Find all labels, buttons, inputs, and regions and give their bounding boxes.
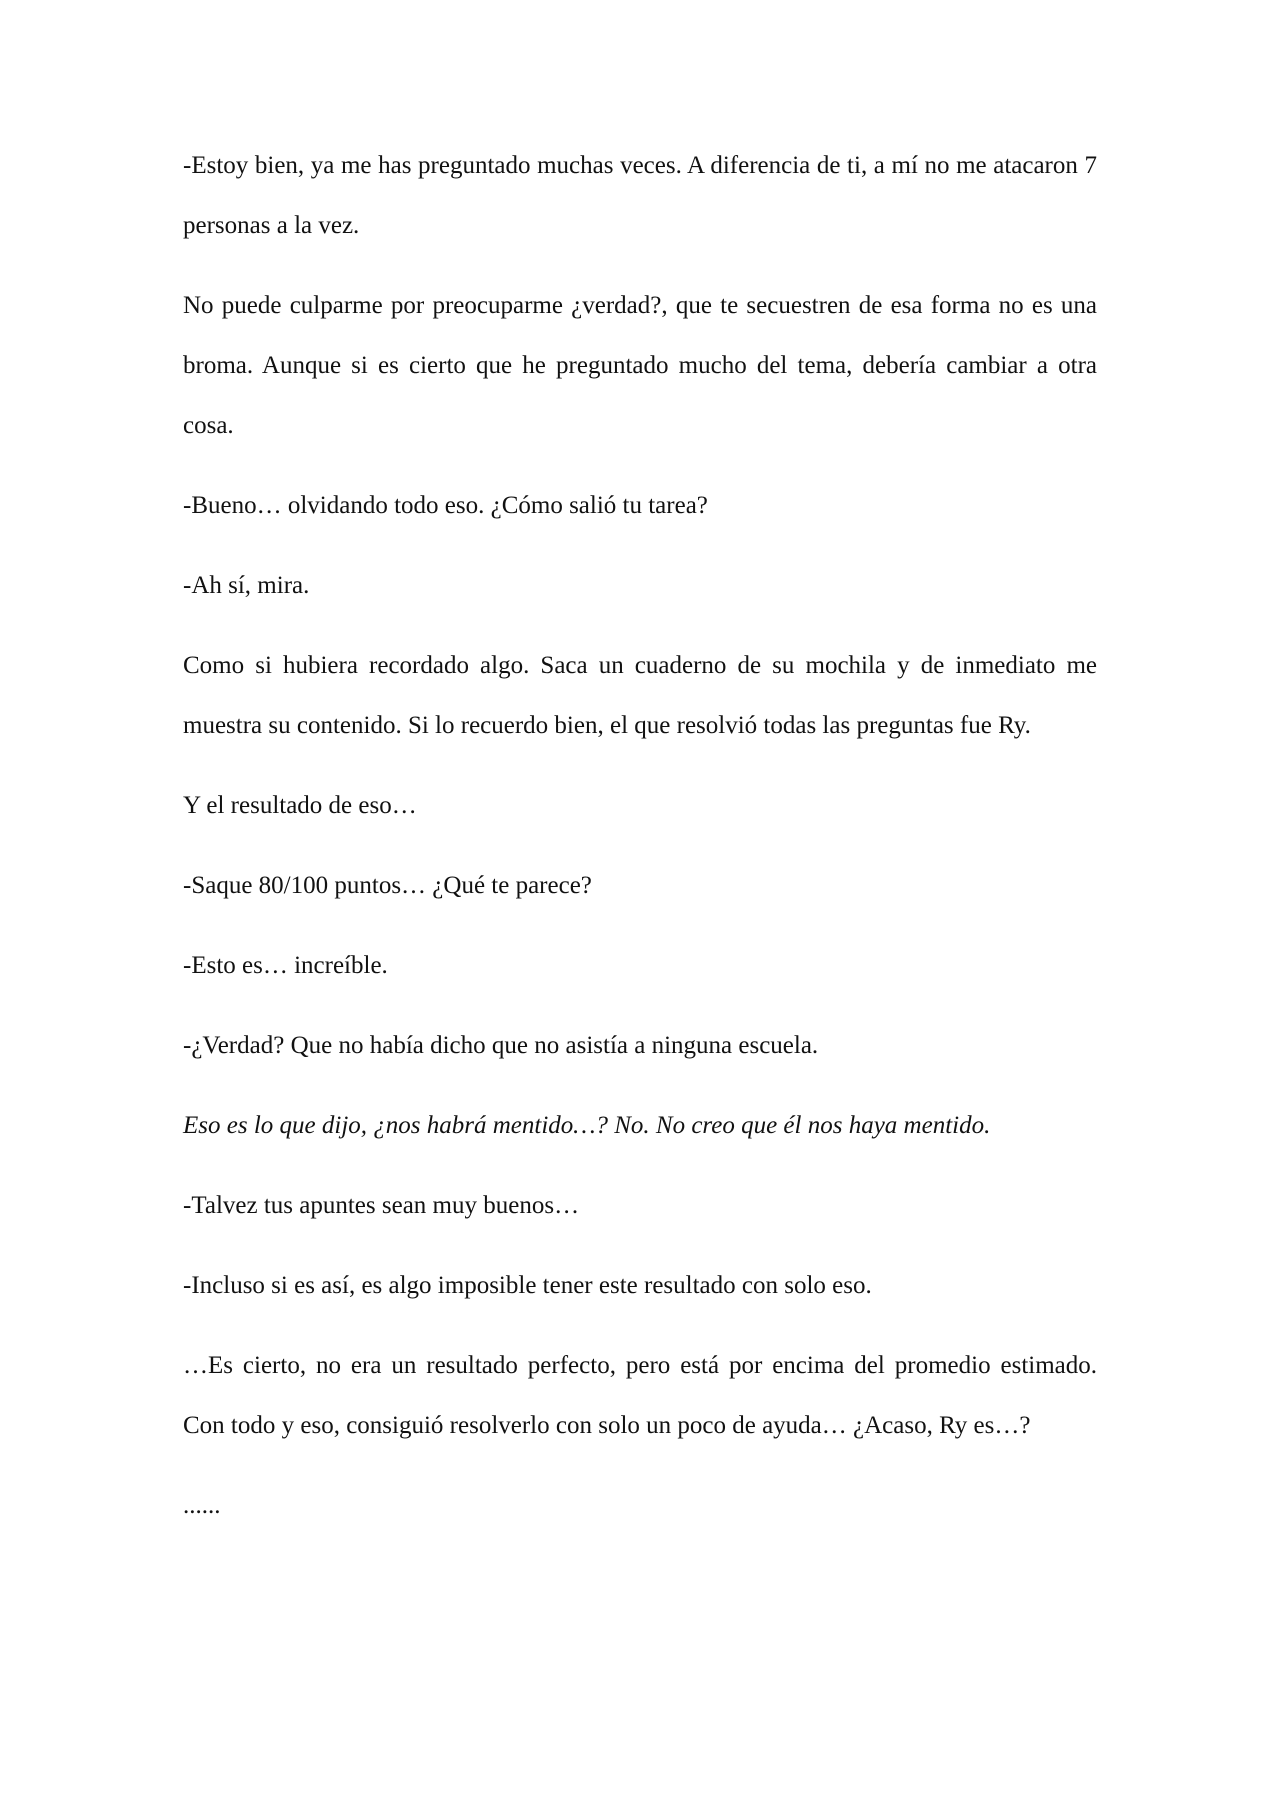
paragraph: -Talvez tus apuntes sean muy buenos… — [183, 1192, 580, 1219]
paragraph: -¿Verdad? Que no había dicho que no asistía a ninguna escuela. — [183, 1032, 819, 1059]
paragraph: No puede culparme por preocuparme ¿verdad?, que te secuestren de esa forma no es una broma. Aunque si es cierto que he preguntado mucho del tema, debería cambiar a otra cosa. — [183, 292, 1097, 439]
paragraph: …Es cierto, no era un resultado perfecto, pero está por encima del promedio estimado. Con todo y eso, consiguió resolverlo con solo un poco de ayuda… ¿Acaso, Ry es…? — [183, 1352, 1097, 1439]
paragraph: Y el resultado de eso… — [183, 792, 417, 819]
paragraph: Como si hubiera recordado algo. Saca un cuaderno de su mochila y de inmediato me muestra su contenido. Si lo recuerdo bien, el que resolvió todas las preguntas fue Ry. — [183, 652, 1097, 739]
paragraph-ellipsis: ...... — [183, 1492, 221, 1519]
paragraph: -Esto es… increíble. — [183, 952, 388, 979]
paragraph: -Incluso si es así, es algo imposible tener este resultado con solo eso. — [183, 1272, 872, 1299]
paragraph: -Ah sí, mira. — [183, 572, 310, 599]
paragraph: -Bueno… olvidando todo eso. ¿Cómo salió tu tarea? — [183, 492, 708, 519]
paragraph-italic-thought: Eso es lo que dijo, ¿nos habrá mentido…? No. No creo que él nos haya mentido. — [183, 1112, 991, 1139]
paragraph: -Saque 80/100 puntos… ¿Qué te parece? — [183, 872, 592, 899]
document-body — [183, 136, 1097, 1556]
paragraph: -Estoy bien, ya me has preguntado muchas veces. A diferencia de ti, a mí no me atacaron 7 personas a la vez. — [183, 152, 1097, 239]
